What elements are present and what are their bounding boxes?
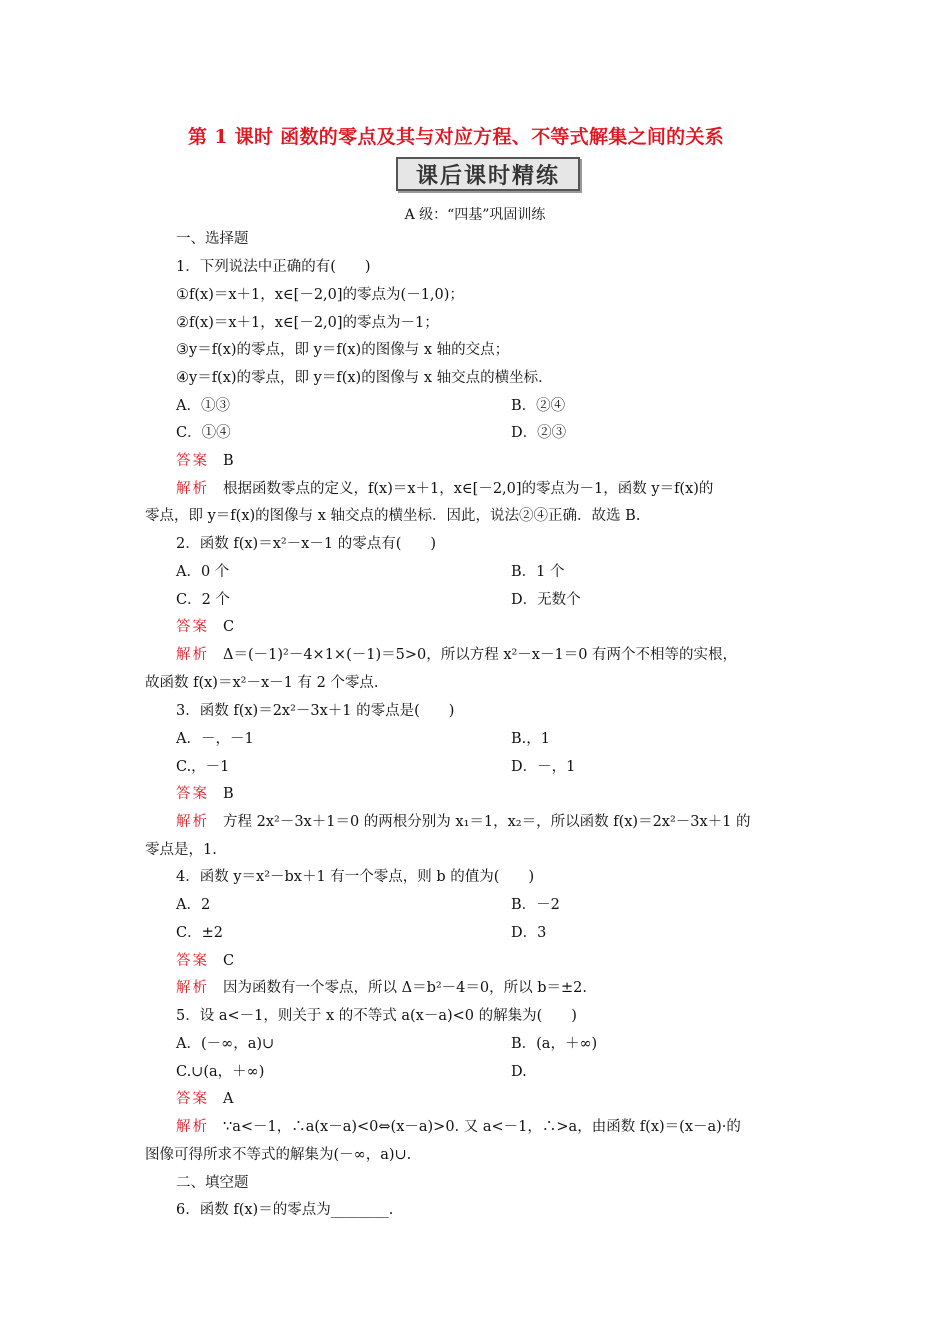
statement: ①f(x)＝x＋1，x∈[－2,0]的零点为(－1,0)； (176, 287, 464, 303)
question-stem: 1．下列说法中正确的有( ) (176, 259, 371, 275)
answer-line (176, 951, 234, 971)
analysis-label: 解析 (176, 980, 209, 996)
answer-line (176, 1089, 233, 1109)
analysis-line (176, 479, 713, 499)
option-b: B．②④ (511, 398, 566, 414)
analysis-text: 因为函数有一个零点，所以 Δ＝b²－4＝0，所以 b＝±2. (223, 980, 587, 996)
answer-value: C (223, 619, 235, 635)
option-d: D．无数个 (511, 592, 581, 608)
analysis-label: 解析 (176, 647, 209, 663)
analysis-line (176, 645, 737, 665)
analysis-text: 方程 2x²－3x＋1＝0 的两根分别为 x₁＝1，x₂＝，所以函数 f(x)＝2x²－3x＋1 的 (223, 814, 751, 830)
answer-label: 答案 (176, 619, 209, 635)
answer-label: 答案 (176, 953, 209, 969)
analysis-text: 图像可得所求不等式的解集为(－∞，a)∪. (145, 1147, 412, 1163)
option-b: B.，1 (511, 731, 550, 747)
option-d: D. (511, 1064, 527, 1080)
analysis-line (176, 978, 587, 998)
statement: ②f(x)＝x＋1，x∈[－2,0]的零点为－1； (176, 315, 439, 331)
answer-label: 答案 (176, 453, 209, 469)
option-a: A．2 (176, 897, 211, 913)
question-stem: 5．设 a<－1，则关于 x 的不等式 a(x－a)<0 的解集为( ) (176, 1008, 577, 1024)
analysis-text: 根据函数零点的定义，f(x)＝x＋1，x∈[－2,0]的零点为－1，函数 y＝f(x)的 (223, 481, 714, 497)
option-d: D．②③ (511, 425, 567, 441)
analysis-text: 零点，即 y＝f(x)的图像与 x 轴交点的横坐标．因此，说法②④正确．故选 B. (145, 508, 641, 524)
analysis-label: 解析 (176, 481, 209, 497)
option-a: A．(－∞，a)∪ (176, 1036, 275, 1052)
answer-value: C (223, 953, 235, 969)
question-stem: 6．函数 f(x)＝的零点为________. (176, 1202, 394, 1218)
section-heading: 一、选择题 (176, 231, 249, 247)
question-stem: 2．函数 f(x)＝x²－x－1 的零点有( ) (176, 536, 437, 552)
section-heading: 二、填空题 (176, 1175, 249, 1191)
analysis-text: 故函数 f(x)＝x²－x－1 有 2 个零点. (145, 675, 379, 691)
level-heading: A 级：“四基”巩固训练 (404, 207, 546, 223)
option-c: C．±2 (176, 925, 223, 941)
answer-label: 答案 (176, 1091, 209, 1107)
option-c: C.，－1 (176, 759, 230, 775)
answer-value: A (223, 1091, 234, 1107)
question-stem: 3．函数 f(x)＝2x²－3x＋1 的零点是( ) (176, 703, 455, 719)
lesson-title: 第 1 课时 函数的零点及其与对应方程、不等式解集之间的关系 (188, 126, 725, 148)
option-d: D．－，1 (511, 759, 576, 775)
option-d: D．3 (511, 925, 547, 941)
statement: ③y＝f(x)的零点，即 y＝f(x)的图像与 x 轴的交点； (176, 342, 510, 358)
option-c: C.∪(a，＋∞) (176, 1064, 265, 1080)
option-a: A．①③ (176, 398, 230, 414)
analysis-line (176, 1117, 741, 1137)
question-stem: 4．函数 y＝x²－bx＋1 有一个零点，则 b 的值为( ) (176, 869, 535, 885)
option-c: C．2 个 (176, 592, 230, 608)
answer-value: B (223, 786, 234, 802)
analysis-text: 零点是，1. (145, 842, 217, 858)
analysis-text: Δ＝(－1)²－4×1×(－1)＝5>0，所以方程 x²－x－1＝0 有两个不相等的实根， (223, 647, 738, 663)
analysis-label: 解析 (176, 814, 209, 830)
option-c: C．①④ (176, 425, 231, 441)
option-b: B．－2 (511, 897, 560, 913)
answer-value: B (223, 453, 234, 469)
analysis-label: 解析 (176, 1119, 209, 1135)
answer-line (176, 617, 234, 637)
practice-banner: 课后课时精练 (396, 157, 580, 191)
option-b: B．1 个 (511, 564, 565, 580)
analysis-line (176, 812, 751, 832)
answer-line (176, 784, 234, 804)
option-a: A．0 个 (176, 564, 230, 580)
statement: ④y＝f(x)的零点，即 y＝f(x)的图像与 x 轴交点的横坐标． (176, 370, 553, 386)
answer-label: 答案 (176, 786, 209, 802)
option-b: B．(a，＋∞) (511, 1036, 598, 1052)
analysis-text: ∵a<－1，∴a(x－a)<0⇔(x－a)>0. 又 a<－1，∴>a，由函数 f(x)＝(x－a)·的 (223, 1119, 741, 1135)
answer-line (176, 451, 234, 471)
option-a: A．－，－1 (176, 731, 254, 747)
